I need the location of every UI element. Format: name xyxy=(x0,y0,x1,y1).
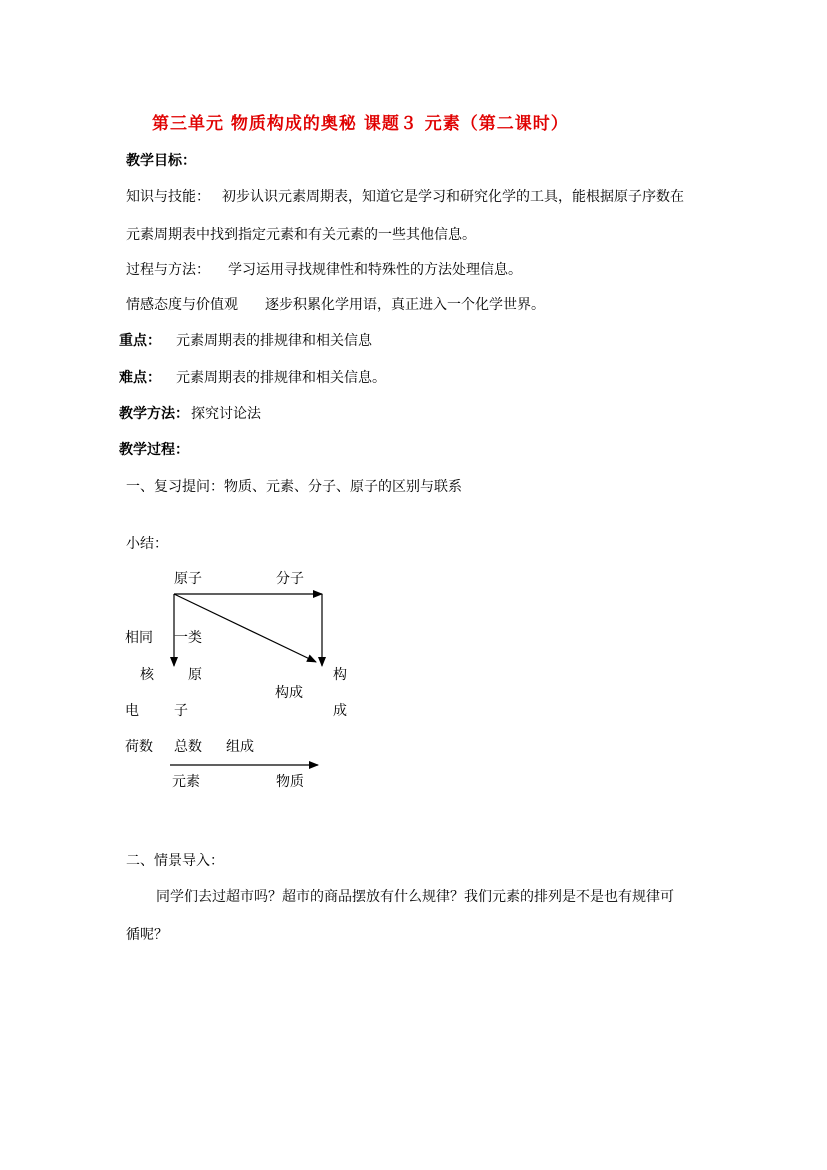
diagram-one-kind: 一类 xyxy=(174,630,202,646)
scenario-text-2: 循呢？ xyxy=(126,927,168,943)
difficulty-label: 难点： xyxy=(119,370,161,386)
emotion-label: 情感态度与价值观 xyxy=(126,297,238,313)
review-question: 一、复习提问：物质、元素、分子、原子的区别与联系 xyxy=(126,479,462,495)
diagram-total: 总数 xyxy=(174,739,202,755)
knowledge-label: 知识与技能： xyxy=(126,189,210,205)
method-label: 教学方法： xyxy=(119,406,189,422)
difficulty-text: 元素周期表的排规律和相关信息。 xyxy=(176,370,386,386)
emotion-text: 逐步积累化学用语，真正进入一个化学世界。 xyxy=(265,297,545,313)
objectives-heading: 教学目标： xyxy=(126,153,196,169)
diagram-charge: 荷数 xyxy=(125,739,153,755)
process-text: 学习运用寻找规律性和特殊性的方法处理信息。 xyxy=(228,262,522,278)
diagram-electric: 电 xyxy=(125,703,139,719)
scenario-heading: 二、情景导入： xyxy=(126,853,224,869)
key-point-label: 重点： xyxy=(119,333,161,349)
knowledge-text-1: 初步认识元素周期表，知道它是学习和研究化学的工具，能根据原子序数在 xyxy=(222,189,684,205)
diagram-substance: 物质 xyxy=(276,774,304,790)
diagram-compose: 组成 xyxy=(226,739,254,755)
process-label: 过程与方法： xyxy=(126,262,210,278)
diagram-atom-char-1: 原 xyxy=(188,667,202,683)
diagram-gou: 构 xyxy=(333,667,347,683)
knowledge-text-2: 元素周期表中找到指定元素和有关元素的一些其他信息。 xyxy=(126,227,476,243)
diagram-atom-char-2: 子 xyxy=(174,703,188,719)
page-title: 第三单元 物质构成的奥秘 课题３ 元素（第二课时） xyxy=(152,114,569,134)
diagram-same: 相同 xyxy=(125,630,153,646)
key-point-text: 元素周期表的排规律和相关信息 xyxy=(176,333,372,349)
method-text: 探究讨论法 xyxy=(191,406,261,422)
diagram-goucheng: 构成 xyxy=(275,685,303,701)
diagram-nucleus: 核 xyxy=(140,667,154,683)
diagram-cheng: 成 xyxy=(333,703,347,719)
diagram-atom: 原子 xyxy=(174,571,202,587)
summary-label: 小结： xyxy=(126,536,168,552)
arrow-atom-diagonal xyxy=(174,594,316,662)
diagram-element: 元素 xyxy=(172,774,200,790)
scenario-text-1: 同学们去过超市吗？超市的商品摆放有什么规律？我们元素的排列是不是也有规律可 xyxy=(156,889,674,905)
process-heading: 教学过程： xyxy=(119,442,189,458)
diagram-molecule: 分子 xyxy=(276,571,304,587)
